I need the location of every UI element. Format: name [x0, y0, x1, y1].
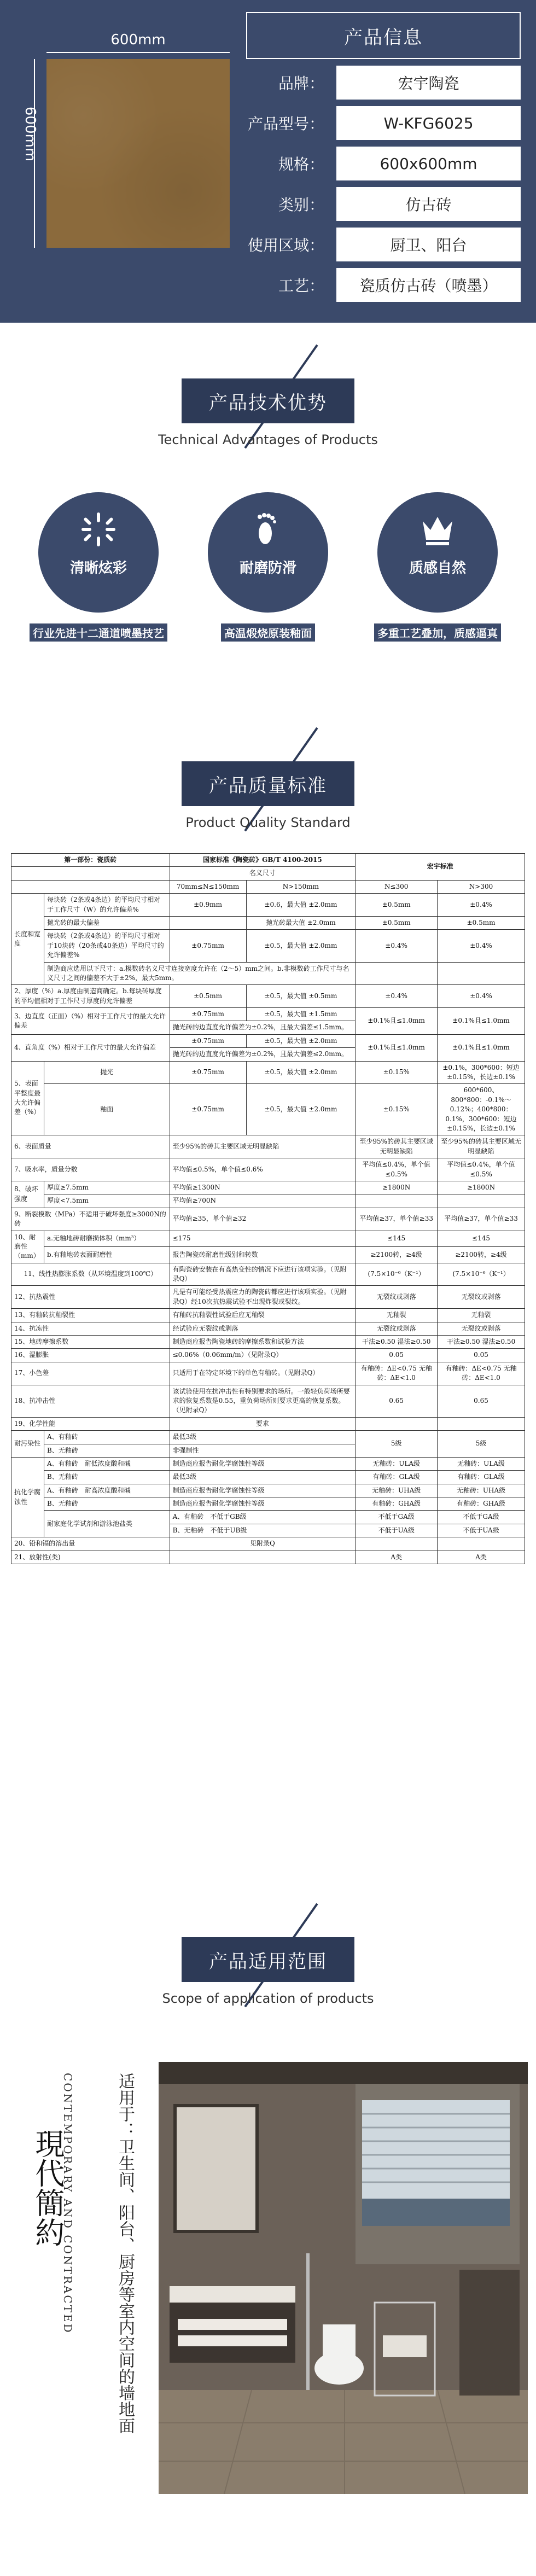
- table-cell: 抗化学腐蚀性: [11, 1457, 44, 1537]
- table-cell: 21、放射性(类): [11, 1551, 170, 1564]
- table-cell: ±0.5，最大值 ±1.5mm: [246, 1008, 356, 1021]
- tile-sample-image: [46, 59, 230, 248]
- table-row: [11, 1135, 525, 1158]
- table-cell: 无釉砖：UHA级: [356, 1484, 438, 1497]
- table-cell: 无裂纹或剥落: [356, 1322, 438, 1335]
- table-cell: ±0.5，最大值 ±0.5mm: [246, 985, 356, 1008]
- table-cell: ±0.75mm: [170, 1061, 246, 1084]
- table-cell: 20、铅和镉的溶出量: [11, 1537, 170, 1551]
- table-cell: 至少95%的砖其主要区域无明显缺陷: [170, 1135, 356, 1158]
- table-cell: ±0.5，最大值 ±2.0mm: [246, 1034, 356, 1047]
- table-cell: 11、线性热膨胀系数（从环境温度到100℃）: [11, 1263, 170, 1286]
- table-cell: 制造商应报告耐化学腐蚀性等级: [170, 1497, 356, 1511]
- table-row: [11, 1537, 525, 1551]
- table-row: [11, 1263, 525, 1286]
- table-row: [11, 1362, 525, 1385]
- table-row: [11, 985, 525, 1008]
- table-cell: 至少95%的砖其主要区域无明显缺陷: [438, 1135, 525, 1158]
- table-cell: B、无釉砖: [44, 1497, 170, 1511]
- table-header-hongyu: 宏宇标准: [356, 854, 525, 881]
- table-cell: ≤175: [170, 1231, 356, 1247]
- table-cell: [170, 1551, 356, 1564]
- table-cell: ±0.75mm: [170, 1008, 246, 1021]
- feature-desc: [16, 623, 180, 642]
- table-cell: (7.5×10⁻⁶（K⁻¹）: [356, 1263, 438, 1286]
- table-cell: b.有釉地砖表面耐磨性: [44, 1247, 170, 1263]
- table-cell: A、有釉砖 不低于GB级: [170, 1511, 356, 1524]
- quality-title: 产品质量标准: [182, 761, 354, 806]
- table-row: [11, 1551, 525, 1564]
- table-cell: [11, 867, 170, 880]
- cell-text: A、有釉砖: [46, 1459, 78, 1467]
- features-section: [0, 470, 536, 727]
- table-row: [11, 1349, 525, 1362]
- table-cell: 长度和宽度: [11, 894, 44, 985]
- table-cell: ±0.6，最大值 ±2.0mm: [246, 894, 356, 917]
- table-cell: 每块砖（2条或4条边）的平均尺寸相对于工作尺寸（W）的允许偏差%: [44, 894, 170, 917]
- feature-title: 耐磨防滑: [239, 560, 296, 576]
- info-label: 类别：: [278, 196, 324, 214]
- table-cell: 6、表面质量: [11, 1135, 170, 1158]
- table-row: [11, 880, 525, 893]
- table-row: [11, 1484, 525, 1497]
- table-row: [11, 930, 525, 962]
- table-cell: N>300: [438, 880, 525, 893]
- table-cell: ≥1800N: [438, 1181, 525, 1194]
- info-row-model: [246, 106, 521, 140]
- table-cell: 制造商应报告耐化学腐蚀性等级: [170, 1484, 356, 1497]
- table-cell: 平均值≥1300N: [170, 1181, 356, 1194]
- table-cell: 9、断裂模数（MPa）不适用于破坏强度≥3000N的砖: [11, 1208, 170, 1231]
- info-value: 仿古砖: [336, 187, 521, 221]
- info-value: 瓷质仿古砖（喷墨）: [336, 268, 521, 302]
- info-row-process: [246, 268, 521, 302]
- table-cell: 抛光: [44, 1061, 170, 1084]
- table-cell: ±0.75mm: [170, 930, 246, 962]
- table-row: [11, 1084, 525, 1135]
- table-row: [11, 1158, 525, 1181]
- table-cell: 2、厚度（%）a.厚度由制造商确定。b.每块砖厚度的平均值相对于工作尺寸厚度的允许偏差: [11, 985, 170, 1008]
- info-value: 厨卫、阳台: [336, 228, 521, 261]
- table-row: [11, 1061, 525, 1084]
- crown-icon: [418, 508, 457, 551]
- width-dimension-line: [46, 52, 230, 53]
- table-row: [11, 1336, 525, 1349]
- table-cell: [356, 1417, 438, 1430]
- table-cell: [438, 962, 525, 985]
- feature-wear: [208, 492, 328, 613]
- table-row: [11, 894, 525, 917]
- table-cell: [44, 1484, 170, 1497]
- table-cell: 70mm≤N≤150mm: [170, 880, 246, 893]
- table-cell: 不低于GA级: [438, 1511, 525, 1524]
- table-cell: [438, 1194, 525, 1208]
- table-cell: 有釉砖：GHA级: [438, 1497, 525, 1511]
- table-row: [11, 1231, 525, 1247]
- table-cell: 不低于UA级: [438, 1524, 525, 1537]
- table-cell: ±0.1%且≤1.0mm: [438, 1008, 525, 1035]
- scope-subtitle: Scope of application of products: [162, 1991, 374, 2006]
- table-cell: [356, 1194, 438, 1208]
- table-cell: 有陶瓷砖安装在有高热变性的情况下应进行该项实验。（见附录Q）: [170, 1263, 356, 1286]
- table-cell: 每块砖（2条或4条边）的平均尺寸相对于10块砖（20条或40条边）平均尺寸的允许偏差%: [44, 930, 170, 962]
- info-value: W-KFG6025: [336, 106, 521, 140]
- info-label: 产品型号：: [247, 115, 324, 133]
- table-cell: [438, 1417, 525, 1430]
- footprint-icon: [249, 508, 287, 551]
- feature-texture: [377, 492, 498, 613]
- table-cell: 要求: [170, 1417, 356, 1430]
- table-cell: [356, 1537, 438, 1551]
- table-cell: [11, 880, 170, 893]
- info-label: 品牌：: [278, 74, 324, 92]
- table-cell: [44, 1457, 170, 1470]
- info-label: 使用区域：: [247, 236, 324, 254]
- info-value: 600x600mm: [336, 147, 521, 180]
- table-cell: B、无釉砖 不低于UB级: [170, 1524, 356, 1537]
- table-cell: 制造商应报告陶瓷地砖的摩擦系数和试验方法: [170, 1336, 356, 1349]
- table-cell: [438, 1537, 525, 1551]
- info-row-brand: [246, 66, 521, 100]
- table-cell: [356, 962, 438, 985]
- feature-clarity: [38, 492, 159, 613]
- info-value: 宏宇陶瓷: [336, 66, 521, 100]
- table-cell: 经试验应无裂纹或剥落: [170, 1322, 356, 1335]
- table-cell: B、无釉砖: [44, 1471, 170, 1484]
- table-cell: ±0.4%: [438, 985, 525, 1008]
- quality-subtitle: Product Quality Standard: [185, 815, 351, 830]
- table-cell: 抛光砖最大值 ±2.0mm: [246, 916, 356, 929]
- table-row: [11, 1457, 525, 1470]
- table-row: [11, 916, 525, 929]
- table-row: [11, 1497, 525, 1511]
- table-cell: 0.05: [438, 1349, 525, 1362]
- table-cell: N>150mm: [246, 880, 356, 893]
- table-row: [11, 1208, 525, 1231]
- table-cell: ±0.1%，300*600：短边±0.15%，长边±0.1%: [438, 1061, 525, 1084]
- table-cell: 该试验使用在抗冲击性有特别要求的场所。一般轻负荷场所要求的恢复系数是0.55，重负荷场所则要求更高的恢复系数。（见附录Q）: [170, 1385, 356, 1417]
- table-row: [11, 1309, 525, 1322]
- table-row: [11, 1431, 525, 1444]
- table-cell: 17、小色差: [11, 1362, 170, 1385]
- table-cell: 抛光砖的边直度允许偏差为±0.2%，且最大偏差≤2.0mm。: [170, 1048, 356, 1061]
- table-cell: ±0.1%且≤1.0mm: [356, 1034, 438, 1061]
- table-cell: 5、表面平整度最大允许偏差（%）: [11, 1061, 44, 1135]
- table-cell: 7、吸水率，质量分数: [11, 1158, 170, 1181]
- table-cell: ±0.15%: [356, 1084, 438, 1135]
- tile-height-label: 600mm: [22, 106, 38, 162]
- bathroom-scene-image: [159, 2062, 528, 2494]
- table-cell: ±0.4%: [356, 930, 438, 962]
- table-row: [11, 1322, 525, 1335]
- table-cell: ±0.4%: [356, 985, 438, 1008]
- feature-desc-text: 多重工艺叠加，质感逼真: [374, 623, 501, 642]
- table-row: [11, 1286, 525, 1309]
- table-cell: ±0.1%且≤1.0mm: [356, 1008, 438, 1035]
- table-cell: 无裂纹或剥落: [356, 1286, 438, 1309]
- table-row: [11, 1417, 525, 1430]
- table-cell: ±0.5mm: [356, 894, 438, 917]
- table-row: [11, 962, 525, 985]
- table-cell: ±0.5，最大值 ±2.0mm: [246, 1084, 356, 1135]
- feature-desc: [186, 623, 350, 642]
- table-cell: B、无釉砖: [44, 1444, 170, 1457]
- table-cell: 最低3级: [170, 1471, 356, 1484]
- cell-text: 耐低浓度酸和碱: [84, 1459, 131, 1467]
- table-cell: (7.5×10⁻⁶（K⁻¹）: [438, 1263, 525, 1286]
- quality-standard-table: [11, 853, 525, 1564]
- table-cell: 制造商应选用以下尺寸：a.模数砖名义尺寸连接宽度允许在（2～5）mm之间。b.非模数砖工作尺寸与名义尺寸之间的偏差不大于±2%，最大5mm。: [44, 962, 355, 985]
- table-cell: 16、湿膨胀: [11, 1349, 170, 1362]
- table-cell: 无釉砖：ULA级: [438, 1457, 525, 1470]
- cell-text: 耐高浓度酸和碱: [84, 1486, 131, 1494]
- info-row-category: [246, 187, 521, 221]
- table-cell: 有釉砖：ΔE<0.75 无釉砖：ΔE<1.0: [438, 1362, 525, 1385]
- table-cell: 有釉砖：GLA级: [356, 1471, 438, 1484]
- table-cell: 干法≥0.50 湿法≥0.50: [356, 1336, 438, 1349]
- table-row: [11, 1511, 525, 1524]
- table-cell: 5级: [356, 1431, 438, 1458]
- table-row: [11, 854, 525, 867]
- feature-desc-text: 行业先进十二通道喷墨技艺: [30, 623, 167, 642]
- table-cell: 无釉裂: [356, 1309, 438, 1322]
- table-cell: ±0.5mm: [438, 916, 525, 929]
- table-cell: 耐污染性: [11, 1431, 44, 1458]
- table-row: [11, 1181, 525, 1194]
- table-cell: 有釉砖：GLA级: [438, 1471, 525, 1484]
- table-cell: 10、耐磨性（mm）: [11, 1231, 44, 1263]
- table-row: [11, 1034, 525, 1047]
- tech-title: 产品技术优势: [182, 378, 354, 423]
- table-cell: ±0.5mm: [356, 916, 438, 929]
- table-cell: 至少95%的砖其主要区域无明显缺陷: [356, 1135, 438, 1158]
- table-cell: 12、抗热震性: [11, 1286, 170, 1309]
- scope-section: [0, 2029, 536, 2576]
- feature-desc: [356, 623, 520, 642]
- table-cell: 0.65: [438, 1385, 525, 1417]
- table-cell: ±0.5mm: [170, 985, 246, 1008]
- tech-title-section: [0, 345, 536, 470]
- table-cell: ≤0.06%（0.06mm/m）（见附录Q）: [170, 1349, 356, 1362]
- table-cell: 平均值≥35，单个值≥32: [170, 1208, 356, 1231]
- table-cell: 14、抗冻性: [11, 1322, 170, 1335]
- table-cell: 不低于GA级: [356, 1511, 438, 1524]
- table-cell: 平均值≤0.4%，单个值≤0.5%: [438, 1158, 525, 1181]
- table-cell: 3、边直度（正面）（%）相对于工作尺寸的最大允许偏差: [11, 1008, 170, 1035]
- table-cell: 凡是有可能经受热震应力的陶瓷砖都应进行该项实验。（见附录Q）经10次抗热震试验不出现炸裂或裂纹。: [170, 1286, 356, 1309]
- table-cell: 抛光砖的最大偏差: [44, 916, 170, 929]
- scope-title: 产品适用范围: [182, 1937, 354, 1982]
- scope-usage-text: 适用于：卫生间、阳台、厨房等室内空间的墙地面: [115, 2073, 135, 2434]
- info-row-area: [246, 228, 521, 261]
- table-cell: 平均值≥37，单个值≥33: [438, 1208, 525, 1231]
- scope-brand-block: [30, 2073, 74, 2401]
- quality-table-section: [0, 853, 536, 1958]
- table-cell: 厚度≥7.5mm: [44, 1181, 170, 1194]
- table-cell: 抛光砖的边直度允许偏差为±0.2%，且最大偏差≤1.5mm。: [170, 1021, 356, 1034]
- table-cell: ±0.5，最大值 ±2.0mm: [246, 1061, 356, 1084]
- table-cell: ≥2100转，≥4级: [438, 1247, 525, 1263]
- info-label: 工艺：: [278, 277, 324, 295]
- table-cell: ±0.1%且≤1.0mm: [438, 1034, 525, 1061]
- tile-width-label: 600mm: [110, 32, 166, 48]
- table-cell: 平均值≥37，单个值≥33: [356, 1208, 438, 1231]
- quality-title-section: [0, 727, 536, 853]
- table-header-standard: 国家标准《陶瓷砖》GB/T 4100-2015: [170, 854, 356, 867]
- table-cell: ±0.75mm: [170, 1034, 246, 1047]
- table-cell: ±0.15%: [356, 1061, 438, 1084]
- table-cell: 4、直角度（%）相对于工作尺寸的最大允许偏差: [11, 1034, 170, 1061]
- table-cell: A、有釉砖: [44, 1431, 170, 1444]
- table-cell: 18、抗冲击性: [11, 1385, 170, 1417]
- table-row: [11, 1471, 525, 1484]
- product-info-section: [0, 0, 536, 323]
- table-cell: 平均值≥700N: [170, 1194, 356, 1208]
- table-cell: 无釉砖：UHA级: [438, 1484, 525, 1497]
- table-cell: 15、地砖摩擦系数: [11, 1336, 170, 1349]
- table-cell: ±0.9mm: [170, 894, 246, 917]
- product-info-header: 产品信息: [246, 12, 521, 59]
- feature-title: 清晰炫彩: [69, 560, 127, 576]
- table-cell: N≤300: [356, 880, 438, 893]
- table-cell: 只适用于在特定环境下的单色有釉砖。（见附录Q）: [170, 1362, 356, 1385]
- scope-en-title: CONTEMPORARY AND CONTRACTED: [61, 2073, 74, 2334]
- table-cell: 0.05: [356, 1349, 438, 1362]
- table-cell: ≥2100转，≥4级: [356, 1247, 438, 1263]
- scope-title-section: [0, 1903, 536, 2029]
- table-cell: 平均值≤0.5%，单个值≤0.6%: [170, 1158, 356, 1181]
- table-cell: 耐家庭化学试剂和游泳池盐类: [44, 1511, 170, 1537]
- table-cell: 最低3级: [170, 1431, 356, 1444]
- tech-subtitle: Technical Advantages of Products: [158, 432, 378, 447]
- table-cell: ≤145: [438, 1231, 525, 1247]
- cell-text: A、有釉砖: [46, 1486, 78, 1494]
- feature-title: 质感自然: [409, 560, 466, 576]
- table-cell: 不低于UA级: [356, 1524, 438, 1537]
- table-cell: 见附录Q: [170, 1537, 356, 1551]
- table-cell: a.无釉地砖耐磨损体积（mm³）: [44, 1231, 170, 1247]
- table-cell: 名义尺寸: [170, 867, 356, 880]
- table-cell: ±0.4%: [438, 894, 525, 917]
- table-cell: 有釉砖：ΔE<0.75 无釉砖：ΔE<1.0: [356, 1362, 438, 1385]
- sparkle-icon: [79, 508, 118, 551]
- table-row: [11, 1194, 525, 1208]
- table-cell: 600*600、800*800：-0.1%～0.12%；400*800：0.1%，300*600：短边±0.15%，长边±0.1%: [438, 1084, 525, 1135]
- info-label: 规格：: [278, 155, 324, 173]
- table-cell: ≥1800N: [356, 1181, 438, 1194]
- table-cell: 干法≥0.50 湿法≥0.50: [438, 1336, 525, 1349]
- table-cell: [170, 916, 246, 929]
- table-cell: A类: [356, 1551, 438, 1564]
- table-row: [11, 1385, 525, 1417]
- table-cell: 13、有釉砖抗釉裂性: [11, 1309, 170, 1322]
- table-cell: 有釉砖：GHA级: [356, 1497, 438, 1511]
- feature-desc-text: 高温煅烧原装釉面: [221, 623, 315, 642]
- table-cell: ±0.75mm: [170, 1084, 246, 1135]
- product-info-table: [246, 12, 521, 302]
- table-cell: ±0.4%: [438, 930, 525, 962]
- table-cell: 报告陶瓷砖耐磨性级别和转数: [170, 1247, 356, 1263]
- table-header-part: 第一部份：瓷质砖: [11, 854, 170, 867]
- table-cell: 无裂纹或剥落: [438, 1322, 525, 1335]
- table-cell: 0.65: [356, 1385, 438, 1417]
- table-row: [11, 1247, 525, 1263]
- scope-cn-title: 現代簡約: [30, 2129, 65, 2247]
- table-cell: 釉面: [44, 1084, 170, 1135]
- table-cell: 19、化学性能: [11, 1417, 170, 1430]
- table-cell: 非强制性: [170, 1444, 356, 1457]
- table-cell: ±0.5，最大值 ±2.0mm: [246, 930, 356, 962]
- bathroom-scene-illustration: [159, 2062, 528, 2494]
- table-cell: 无裂纹或剥落: [438, 1286, 525, 1309]
- table-cell: 平均值≤0.4%，单个值≤0.5%: [356, 1158, 438, 1181]
- table-cell: 8、破坏强度: [11, 1181, 44, 1208]
- table-cell: 有釉砖抗釉裂性试验后应无釉裂: [170, 1309, 356, 1322]
- table-cell: A类: [438, 1551, 525, 1564]
- table-cell: ≤145: [356, 1231, 438, 1247]
- table-cell: 5级: [438, 1431, 525, 1458]
- table-row: [11, 1008, 525, 1021]
- info-row-size: [246, 147, 521, 180]
- table-cell: 无釉裂: [438, 1309, 525, 1322]
- table-cell: 厚度<7.5mm: [44, 1194, 170, 1208]
- table-cell: 制造商应报告耐化学腐蚀性等级: [170, 1457, 356, 1470]
- table-cell: 无釉砖：ULA级: [356, 1457, 438, 1470]
